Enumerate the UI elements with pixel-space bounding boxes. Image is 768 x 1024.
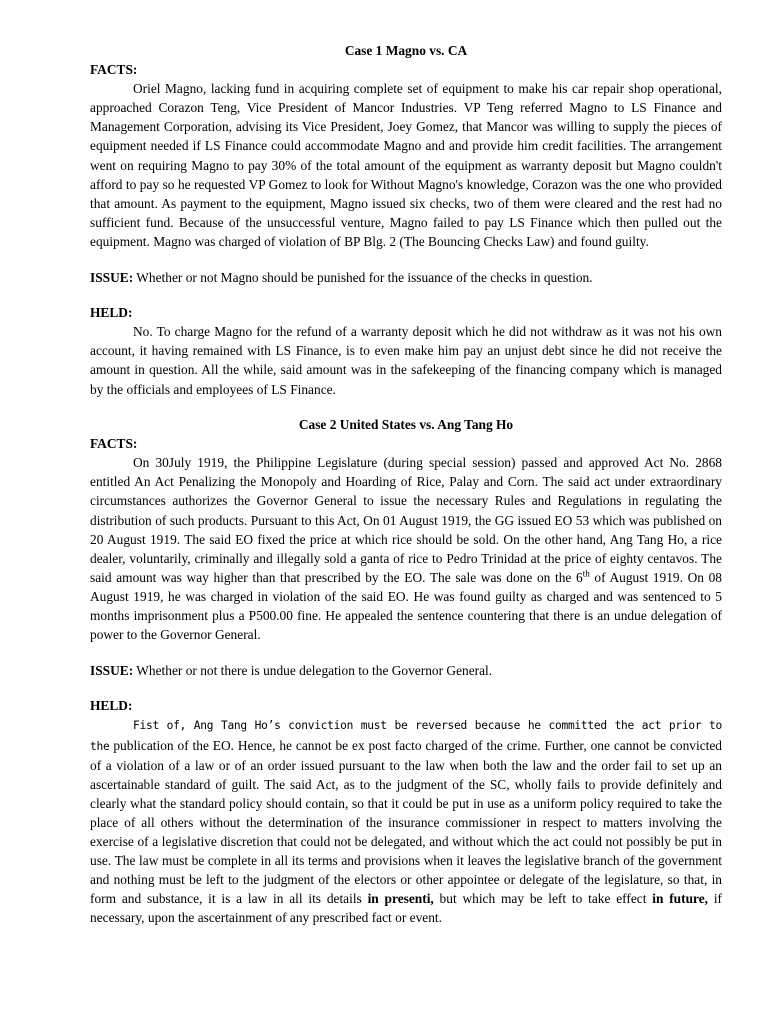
case2-facts-superscript: th (582, 568, 590, 579)
case2-held-part1: publication of the EO. Hence, he cannot be ex post facto charged of the crime. Further, one cannot be convicted of a violation of a law or of an order issued pursuant to the law when both the law and the order fail to set up an ascertainable standard of guilt. The said Act, as to the judgment of the SC, wholly fails to provide definitely and clearly what the standard policy should contain, so that it could be put in use as a uniform policy required to take the place of all others without the determination of the insurance commissioner in respect to matters involving the exercise of a legislative discretion that could not be delegated, and without which the act could not possibly be put in use. The law must be complete in all its terms and provisions when it leaves the legislative branch of the government and nothing must be left to the judgment of the electors or other appointee or delegate of the legislature, so that, in form and substance, it is a law in all its details (90, 737, 722, 907)
case2-held-text (90, 715, 722, 927)
case2-held-first-line: Fist of, Ang Tang Ho’s conviction must be reversed because he committed the act prior to the (90, 719, 722, 753)
case1-issue (90, 268, 722, 287)
case1-facts-heading: FACTS: (90, 62, 138, 78)
case2-issue-text: Whether or not there is undue delegation to the Governor General. (133, 662, 493, 678)
case2-title: Case 2 United States vs. Ang Tang Ho (298, 417, 514, 433)
case2-issue-label: ISSUE: (90, 662, 134, 678)
case2-facts-part2: of August 1919. On 08 August 1919, he was charged in violation of the said EO. He was found guilty as charged and was sentenced to 5 months imprisonment plus a P500.00 fine. He appealed the sentence countering that there is an undue delegation of power to the Governor General. (90, 569, 723, 643)
case1-issue-text: Whether or not Magno should be punished for the issuance of the checks in question. (133, 269, 593, 285)
case2-facts-part1: On 30July 1919, the Philippine Legislature (during special session) passed and approved Act No. 2868 entitled An Act Penalizing the Monopoly and Hoarding of Rice, Palay and Corn. The said act under extraordinary circumstances authorizes the Governor General to issue the necessary Rules and Regulations in regulating the distribution of such products. Pursuant to this Act, On 01 August 1919, the GG issued EO 53 which was published on 20 August 1919. The said EO fixed the price at which rice should be sold. On the other hand, Ang Tang Ho, a rice dealer, voluntarily, criminally and illegally sold a ganta of rice to Pedro Trinidad at the price of eighty centavos. The said amount was way higher than that prescribed by the EO. The sale was done on the 6 (90, 455, 722, 585)
case2-facts-text (90, 453, 722, 644)
case2-held-bold-in-presenti: in presenti, (367, 891, 434, 907)
case1-title: Case 1 Magno vs. CA (344, 43, 468, 58)
document-page (90, 41, 722, 927)
case2-held-part3: if necessary, upon the ascertainment of any prescribed fact or event. (90, 891, 723, 926)
case1-issue-label: ISSUE: (90, 269, 134, 285)
case2-held-part2: but which may be left to take effect (433, 891, 653, 907)
case1-held-heading: HELD: (90, 305, 133, 321)
case2-issue (90, 661, 722, 680)
case1-facts-text: Oriel Magno, lacking fund in acquiring complete set of equipment to make his car repair shop operational, approached Corazon Teng, Vice President of Mancor Industries. VP Teng referred Magno to LS Finance and Management Corporation, advising its Vice President, Joey Gomez, that Mancor was willing to supply the pieces of equipment needed if LS Finance could accommodate Magno and and provide him credit facilities. The arrangement went on requiring Magno to pay 30% of the total amount of the equipment as warranty deposit but Magno couldn't afford to pay so he requested VP Gomez to look for Without Magno's knowledge, Corazon was the one who provided that amount. As payment to the equipment, Magno issued six checks, two of them were cleared and the rest had no sufficient fund. Because of the unsuccessful venture, Magno failed to pay LS Finance which then pulled out the equipment. Magno was charged of violation of BP Blg. 2 (The Bouncing Checks Law) and found guilty. (90, 81, 722, 249)
case1-held-text: No. To charge Magno for the refund of a warranty deposit which he did not withdraw as it was not his own account, it having remained with LS Finance, is to even make him pay an unjust debt since he did not receive the amount in question. All the while, said amount was in the safekeeping of the financing company which is managed by the officials and employees of LS Finance. (90, 324, 722, 397)
case2-held-heading: HELD: (90, 698, 133, 714)
case2-held-bold-in-future: in future, (652, 891, 709, 907)
case2-facts-heading: FACTS: (90, 436, 138, 452)
